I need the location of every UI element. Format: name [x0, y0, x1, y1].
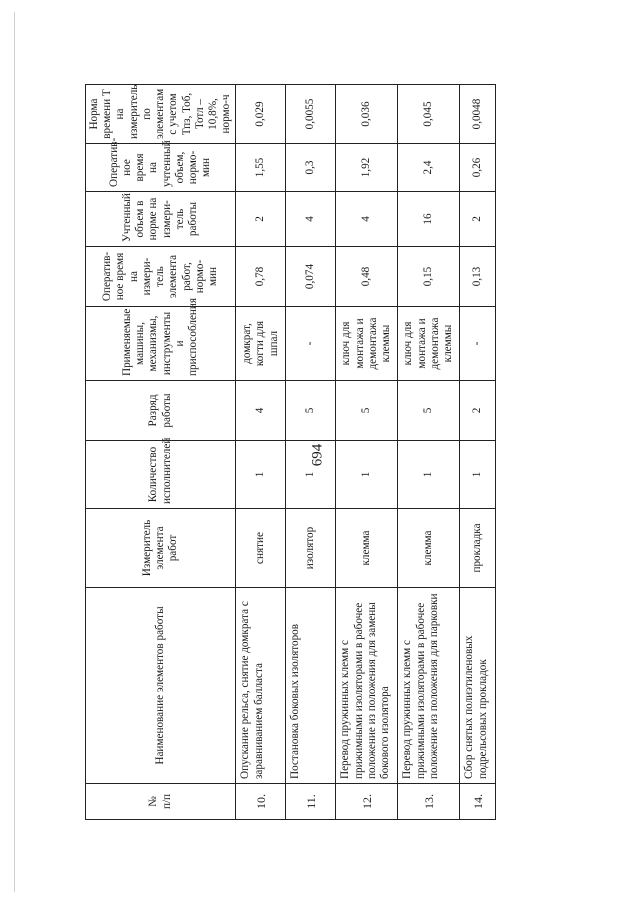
row-op-time: 0,48: [336, 247, 398, 307]
row-op-time: 0,074: [286, 247, 336, 307]
table-row: [398, 85, 460, 820]
table-header-row: [86, 85, 236, 820]
row-num: 11.: [286, 784, 336, 820]
row-workers: 1: [236, 441, 286, 509]
row-unit: изолятор: [286, 509, 336, 588]
row-tools: ключ для монтажа и демонтажа клеммы: [336, 307, 398, 381]
header-grade: Разряд работы: [86, 381, 236, 441]
row-op-time-volume: 2,4: [398, 144, 460, 192]
row-unit: клемма: [398, 509, 460, 588]
row-op-time: 0,15: [398, 247, 460, 307]
row-volume: 4: [336, 192, 398, 247]
row-grade: 2: [460, 381, 496, 441]
row-workers: 1: [460, 441, 496, 509]
row-tools: -: [460, 307, 496, 381]
row-volume: 16: [398, 192, 460, 247]
header-norm: Норма времени Т на измеритель по элементам с учетом Тпз, Тоб, Тотл – 10,8%, нормо-ч: [86, 85, 236, 144]
row-op-time: 0,78: [236, 247, 286, 307]
row-workers: 1: [336, 441, 398, 509]
header-volume: Учтенный объем в норме на измеритель работы: [86, 192, 236, 247]
row-name: Опускание рельса, снятие домкрата с заравниванием балласта: [236, 588, 286, 784]
row-tools: -: [286, 307, 336, 381]
header-tools: Применяемые машины, механизмы, инструменты и приспособления: [86, 307, 236, 381]
row-num: 14.: [460, 784, 496, 820]
row-op-time-volume: 0,26: [460, 144, 496, 192]
row-num: 12.: [336, 784, 398, 820]
row-name: Постановка боковых изоляторов: [286, 588, 336, 784]
row-unit: клемма: [336, 509, 398, 588]
row-num: 13.: [398, 784, 460, 820]
row-volume: 2: [460, 192, 496, 247]
row-op-time-volume: 1,55: [236, 144, 286, 192]
header-op-time-volume: Оперативное время на учтенный объем, нормо-мин: [86, 144, 236, 192]
row-grade: 5: [286, 381, 336, 441]
row-grade: 4: [236, 381, 286, 441]
row-norm: 0,0048: [460, 85, 496, 144]
row-op-time: 0,13: [460, 247, 496, 307]
table-row: [286, 85, 336, 820]
row-op-time-volume: 0,3: [286, 144, 336, 192]
header-unit: Измеритель элемента работ: [86, 509, 236, 588]
row-tools: домкрат, когти для шпал: [236, 307, 286, 381]
header-workers: Количество исполнителей: [86, 441, 236, 509]
table-row: [460, 85, 496, 820]
row-unit: прокладка: [460, 509, 496, 588]
row-name: Перевод пружинных клемм с прижимными изоляторами в рабочее положение из положения для парковки: [398, 588, 460, 784]
table-row: [236, 85, 286, 820]
header-num: № п/п: [86, 784, 236, 820]
page-number: 694: [309, 443, 326, 467]
row-norm: 0,036: [336, 85, 398, 144]
row-norm: 0,029: [236, 85, 286, 144]
row-num: 10.: [236, 784, 286, 820]
row-norm: 0,045: [398, 85, 460, 144]
work-elements-table: [85, 84, 496, 820]
row-grade: 5: [336, 381, 398, 441]
row-op-time-volume: 1,92: [336, 144, 398, 192]
header-name: Наименование элементов работы: [86, 588, 236, 784]
row-workers: 1: [398, 441, 460, 509]
row-norm: 0,0055: [286, 85, 336, 144]
header-op-time: Оперативное время на измеритель элемента работ, нормо-мин: [86, 247, 236, 307]
row-name: Перевод пружинных клемм с прижимными изоляторами в рабочее положение из положения для замены бокового изолятора: [336, 588, 398, 784]
row-volume: 4: [286, 192, 336, 247]
row-unit: снятие: [236, 509, 286, 588]
row-workers: 1: [286, 441, 336, 509]
row-name: Сбор снятых полиэтиленовых подрельсовых прокладок: [460, 588, 496, 784]
row-grade: 5: [398, 381, 460, 441]
table-row: [336, 85, 398, 820]
rotated-table-container: [85, 84, 489, 820]
row-tools: ключ для монтажа и демонтажа клеммы: [398, 307, 460, 381]
row-volume: 2: [236, 192, 286, 247]
